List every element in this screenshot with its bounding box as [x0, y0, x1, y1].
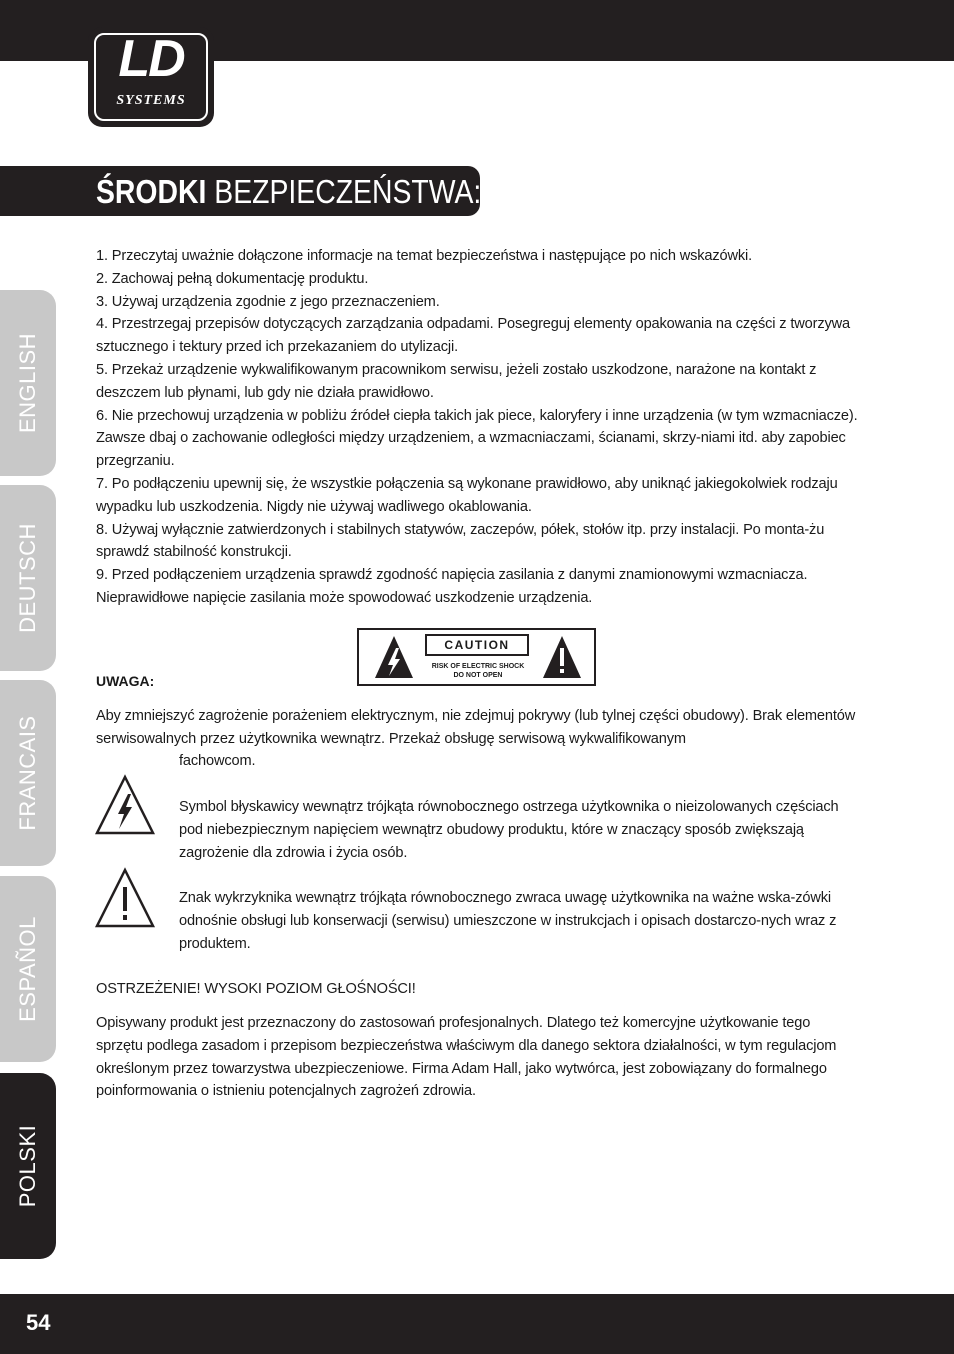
safety-instructions-list — [96, 245, 858, 610]
exclamation-symbol-description: Znak wykrzyknika wewnątrz trójkąta równobocznego zwraca uwagę użytkownika na ważne wska-zówki odnośnie obsługi lub konserwacji (serwisu) umieszczone w instrukcjach i opisach dostarczo-nych wraz z produktem. — [179, 890, 837, 952]
page-number: 54 — [26, 1310, 51, 1335]
tab-deutsch[interactable] — [0, 485, 56, 671]
lightning-warning-icon — [373, 634, 415, 680]
title-rest: BEZPIECZEŃSTWA: — [206, 173, 482, 210]
ld-systems-logo — [88, 27, 214, 127]
caution-sub-line-2: DO NOT OPEN — [453, 672, 503, 679]
caution-label: CAUTION — [425, 634, 529, 656]
tab-english[interactable] — [0, 290, 56, 476]
volume-warning-text: Opisywany produkt jest przeznaczony do zastosowań profesjonalnych. Dlatego też komercyjne użytkowanie tego sprzętu podlega zasadom i przepisom bezpieczeństwa właściwym dla danego sektora działalności, w tym regulacjom określonym przez towarzystwa ubezpieczeniowe. Firma Adam Hall, jako wytwórca, jest zobowiązany do formalnego poinformowania o istnieniu potencjalnych zagrożeń zdrowia. — [96, 1015, 837, 1100]
logo-mark: LD — [118, 30, 184, 88]
caution-sub-line-1: RISK OF ELECTRIC SHOCK — [431, 663, 525, 670]
exclamation-triangle-icon — [94, 867, 156, 929]
instruction-item: 1. Przeczytaj uważnie dołączone informacje na temat bezpieczeństwa i następujące po nich wskazówki. — [96, 248, 752, 264]
warning-text-continued: fachowcom. — [179, 753, 256, 769]
tab-deutsch-label: DEUTSCH — [15, 523, 40, 633]
exclamation-warning-icon — [541, 634, 583, 680]
instruction-item: 3. Używaj urządzenia zgodnie z jego przeznaczeniem. — [96, 293, 440, 310]
instruction-item: 2. Zachowaj pełną dokumentację produktu. — [96, 270, 369, 287]
lightning-triangle-icon — [94, 774, 156, 836]
page-title — [96, 170, 481, 214]
instruction-item: 8. Używaj wyłącznie zatwierdzonych i stabilnych statywów, zaczepów, półek, stołów itp. przy instalacji. Po monta-żu sprawdź stabilność konstrukcji. — [96, 521, 825, 561]
tab-english-label: ENGLISH — [15, 332, 40, 434]
tab-polski[interactable] — [0, 1073, 56, 1259]
instruction-item: 6. Nie przechowuj urządzenia w pobliżu źródeł ciepła takich jak piece, kaloryfery i inne urządzenia (w tym wzmacniacze). Zawsze dbaj o zachowanie odległości między urządzeniem, a wzmacniaczami, ścianami, skrzy-niami itd. aby zapobiec przegrzaniu. — [96, 407, 858, 470]
warning-text: Aby zmniejszyć zagrożenie porażeniem elektrycznym, nie zdejmuj pokrywy (lub tylnej części obudowy). Brak elementów serwisowalnych przez użytkownika wewnątrz. Przekaż obsługę serwisową wykwalifikowanym — [96, 708, 856, 747]
caution-subtext — [419, 662, 537, 680]
instruction-item: 9. Przed podłączeniem urządzenia sprawdź zgodność napięcia zasilania z danymi znamionowymi wzmacniacza. Nieprawidłowe napięcie zasilania może spowodować uszkodzenie urządzenia. — [96, 567, 808, 606]
tab-polski-label: POLSKI — [15, 1124, 40, 1208]
volume-warning-heading: OSTRZEŻENIE! WYSOKI POZIOM GŁOŚNOŚCI! — [96, 981, 416, 997]
instruction-item: 5. Przekaż urządzenie wykwalifikowanym pracownikom serwisu, jeżeli zostało uszkodzone, narażone na kontakt z deszczem lub płynami, lub gdy nie działa prawidłowo. — [96, 361, 817, 401]
tab-francais[interactable] — [0, 680, 56, 866]
warning-label: UWAGA: — [96, 673, 155, 689]
bottom-bar — [0, 1294, 954, 1354]
logo-subtitle: SYSTEMS — [116, 93, 186, 108]
title-bold: ŚRODKI — [96, 173, 207, 210]
tab-espanol[interactable] — [0, 876, 56, 1062]
tab-francais-label: FRANCAIS — [15, 715, 40, 831]
lightning-symbol-description: Symbol błyskawicy wewnątrz trójkąta równobocznego ostrzega użytkownika o nieizolowanych częściach pod niebezpiecznym napięciem wewnątrz obudowy produktu, które w znaczący sposób zwiększają zagrożenie dla zdrowia i życia osób. — [179, 799, 839, 861]
caution-label-box — [357, 628, 596, 686]
instruction-item: 4. Przestrzegaj przepisów dotyczących zarządzania odpadami. Posegreguj elementy opakowania na części z tworzywa sztucznego i tektury przed ich przekazaniem do utylizacji. — [96, 316, 850, 356]
tab-espanol-label: ESPAÑOL — [15, 916, 40, 1022]
instruction-item: 7. Po podłączeniu upewnij się, że wszystkie połączenia są wykonane prawidłowo, aby uniknąć jakiegokolwiek rodzaju wypadku lub uszkodzenia. Nigdy nie używaj wadliwego okablowania. — [96, 475, 838, 515]
